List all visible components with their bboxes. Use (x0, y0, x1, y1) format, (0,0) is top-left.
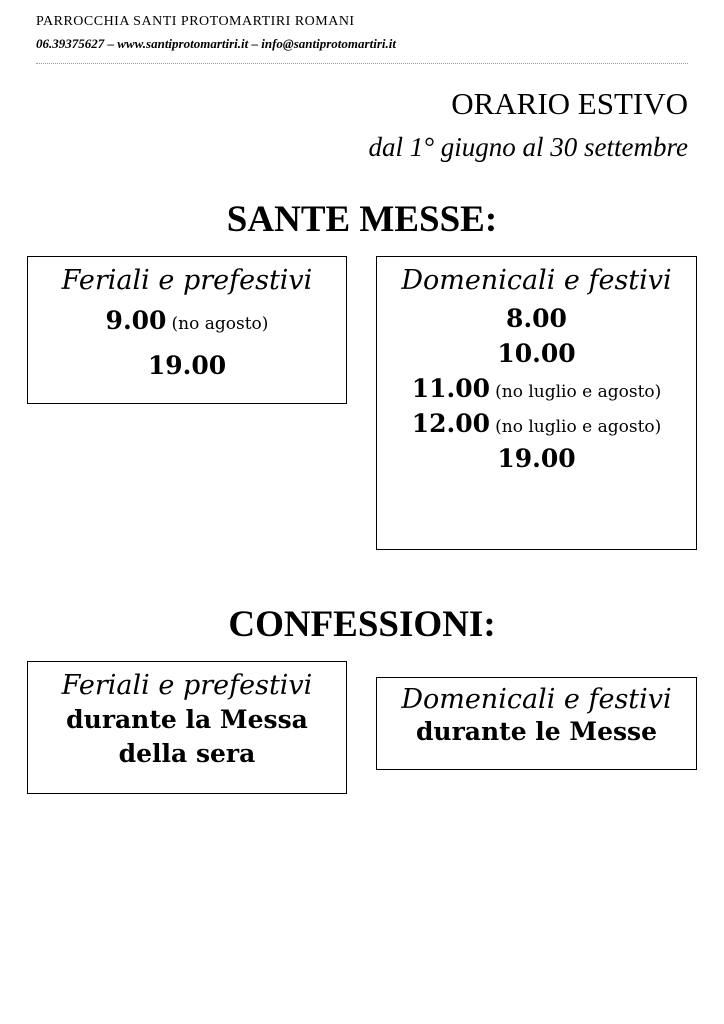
mass-time: 12.00 (411, 409, 491, 439)
masses-sunday-heading: Domenicali e festivi (401, 265, 672, 296)
mass-time-row (377, 444, 696, 473)
mass-time: 11.00 (411, 374, 491, 404)
mass-time-note: (no luglio e agosto) (495, 382, 662, 403)
confessions-section-title: CONFESSIONI: (228, 604, 496, 645)
confessions-weekday-box (27, 661, 347, 794)
mass-time: 8.00 (506, 304, 567, 334)
mass-time: 19.00 (147, 351, 227, 381)
header-divider (36, 63, 688, 64)
masses-weekday-box (27, 256, 347, 404)
schedule-period: dal 1° giugno al 30 settembre (368, 132, 688, 162)
parish-contacts: 06.39375627 – www.santiprotomartiri.it – info@santiprotomartiri.it (36, 36, 396, 51)
mass-time-note: (no luglio e agosto) (495, 417, 662, 438)
masses-sunday-box (376, 256, 697, 550)
mass-time: 10.00 (497, 339, 576, 369)
confessions-sunday-heading: Domenicali e festivi (401, 684, 672, 715)
confessions-weekday-heading: Feriali e prefestivi (61, 670, 313, 701)
confessions-sunday-line: durante le Messe (415, 717, 658, 747)
mass-time-row (377, 304, 696, 333)
confessions-weekday-line: durante la Messa (66, 705, 308, 735)
confessions-sunday-box (376, 677, 697, 770)
schedule-title: ORARIO ESTIVO (451, 86, 688, 121)
parish-name: PARROCCHIA SANTI PROTOMARTIRI ROMANI (36, 14, 355, 29)
mass-time-row (28, 351, 346, 380)
mass-time: 9.00 (105, 306, 167, 336)
masses-weekday-heading: Feriali e prefestivi (61, 265, 313, 296)
mass-time-row (377, 339, 696, 368)
mass-time: 19.00 (497, 444, 576, 474)
mass-time-row (28, 306, 346, 335)
confessions-weekday-line: della sera (118, 738, 256, 768)
masses-section-title: SANTE MESSE: (226, 199, 498, 240)
mass-time-row (377, 374, 696, 403)
mass-time-note: (no agosto) (171, 314, 269, 335)
mass-time-row (377, 409, 696, 438)
